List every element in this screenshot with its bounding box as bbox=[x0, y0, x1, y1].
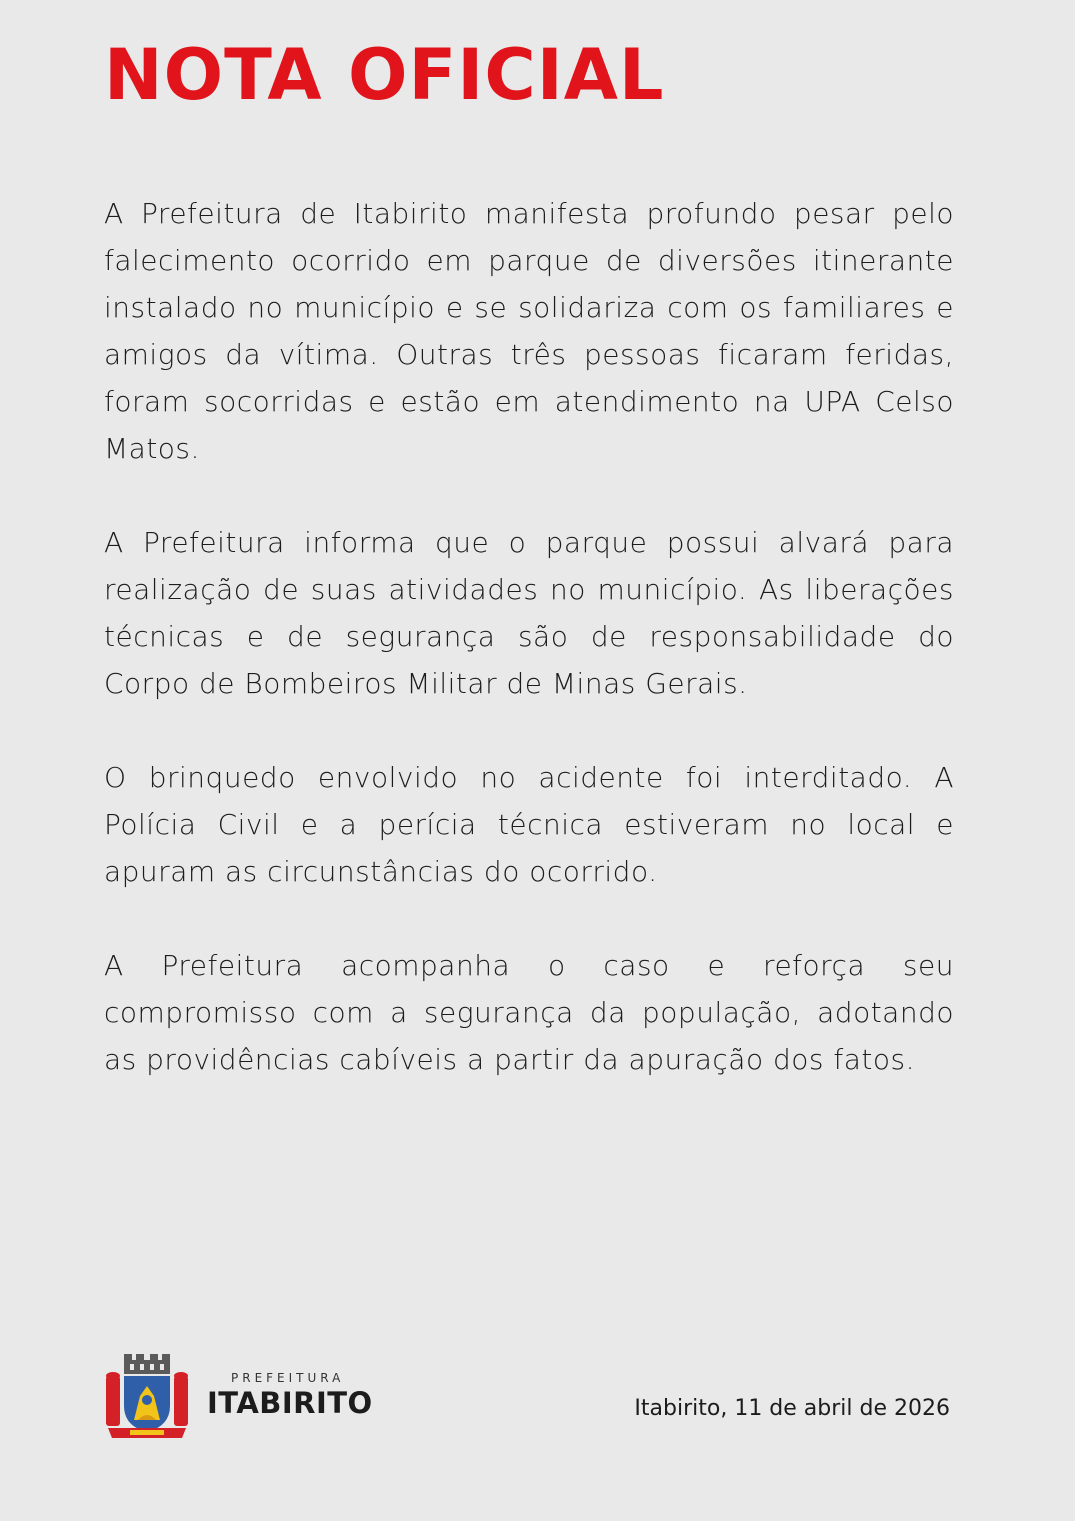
paragraph-4: A Prefeitura acompanha o caso e reforça seu compromisso com a segurança da população, adotando as providências cabíveis a partir da apuração dos fatos. bbox=[104, 949, 954, 1076]
paragraph-3: O brinquedo envolvido no acidente foi interditado. A Polícia Civil e a perícia técnica estiveram no local e apuram as circunstâncias do ocorrido. bbox=[104, 761, 954, 888]
logo-prefeitura-label: PREFEITURA bbox=[231, 1371, 345, 1385]
page-title: NOTA OFICIAL bbox=[104, 34, 665, 116]
date-line: Itabirito, 11 de abril de 2026 bbox=[634, 1396, 950, 1421]
statement-body bbox=[104, 190, 954, 1130]
coat-of-arms-icon bbox=[104, 1352, 190, 1440]
logo-itabirito-label: ITABIRITO bbox=[207, 1386, 373, 1420]
prefeitura-logo bbox=[104, 1352, 394, 1442]
paragraph-1: A Prefeitura de Itabirito manifesta profundo pesar pelo falecimento ocorrido em parque de diversões itinerante instalado no município e se solidariza com os familiares e amigos da vítima. Outras três pessoas ficaram feridas, foram socorridas e estão em atendimento na UPA Celso Matos. bbox=[104, 197, 954, 465]
logo-text bbox=[207, 1370, 373, 1420]
paragraph-2: A Prefeitura informa que o parque possui alvará para realização de suas atividades no município. As liberações técnicas e de segurança são de responsabilidade do Corpo de Bombeiros Militar de Minas Gerais. bbox=[104, 526, 954, 700]
